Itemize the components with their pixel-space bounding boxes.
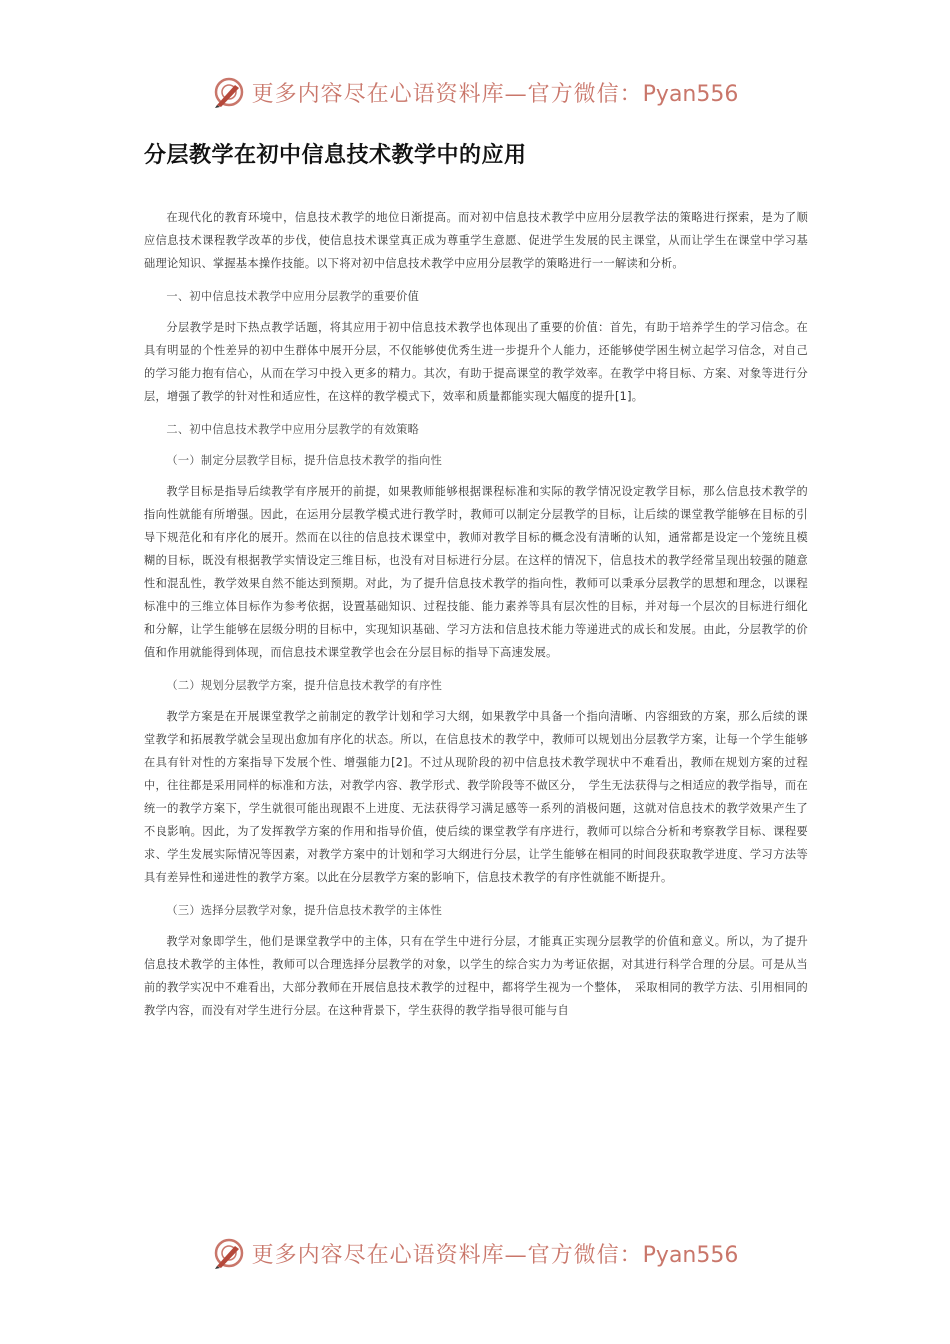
pen-logo-icon xyxy=(212,75,246,109)
body-paragraph: 分层教学是时下热点教学话题，将其应用于初中信息技术教学也体现出了重要的价值：首先，有助于培养学生的学习信念。在具有明显的个性差异的初中生群体中展开分层，不仅能够使优秀生进一步提升个人能力，还能够使学困生树立起学习信念，对自己的学习能力抱有信心，从而在学习中投入更多的精力。其次，有助于提高课堂的教学效率。在教学中将目标、方案、对象等进行分层，增强了教学的针对性和适应性，在这样的教学模式下，效率和质量都能实现大幅度的提升[1]。 xyxy=(144,321,808,403)
intro-paragraph: 在现代化的教育环境中，信息技术教学的地位日渐提高。而对初中信息技术教学中应用分层教学法的策略进行探索，是为了顺应信息技术课程教学改革的步伐，使信息技术课堂真正成为尊重学生意愿、促进学生发展的民主课堂，从而让学生在课堂中学习基础理论知识、掌握基本操作技能。以下将对初中信息技术教学中应用分层教学的策略进行一一解读和分析。 xyxy=(144,211,808,270)
subsection-heading-3: （三）选择分层教学对象，提升信息技术教学的主体性 xyxy=(166,904,443,917)
header-banner xyxy=(0,72,950,112)
body-paragraph: 教学目标是指导后续教学有序展开的前提，如果教师能够根据课程标准和实际的教学情况设定教学目标，那么信息技术教学的指向性就能有所增强。因此，在运用分层教学模式进行教学时，教师可以制定分层教学的目标，让后续的课堂教学能够在目标的引导下规范化和有序化的展开。然而在以往的信息技术课堂中，教师对教学目标的概念没有清晰的认知，通常都是设定一个笼统且模糊的目标，既没有根据教学实情设定三维目标，也没有对目标进行分层。在这样的情况下，信息技术的教学经常呈现出较强的随意性和混乱性，教学效果自然不能达到预期。对此，为了提升信息技术教学的指向性，教师可以秉承分层教学的思想和理念，以课程标准中的三维立体目标作为参考依据，设置基础知识、过程技能、能力素养等具有层次性的目标，并对每一个层次的目标进行细化和分解，让学生能够在层级分明的目标中，实现知识基础、学习方法和信息技术能力等递进式的成长和发展。由此，分层教学的价值和作用就能得到体现，而信息技术课堂教学也会在分层目标的指导下高速发展。 xyxy=(144,485,808,659)
body-paragraph: 教学对象即学生，他们是课堂教学中的主体，只有在学生中进行分层，才能真正实现分层教学的价值和意义。所以，为了提升信息技术教学的主体性，教师可以合理选择分层教学的对象，以学生的综合实力为考证依据，对其进行科学合理的分层。可是从当前的教学实况中不难看出，大部分教师在开展信息技术教学的过程中，都将学生视为一个整体， 采取相同的教学方法、引用相同的教学内容，而没有对学生进行分层。在这种背景下，学生获得的教学指导很可能与自 xyxy=(144,935,808,1017)
section-heading-1: 一、初中信息技术教学中应用分层教学的重要价值 xyxy=(166,290,420,303)
footer-banner xyxy=(0,1233,950,1273)
subsection-heading-2: （二）规划分层教学方案，提升信息技术教学的有序性 xyxy=(166,679,443,692)
banner-slogan: 更多内容尽在心语资料库—官方微信： xyxy=(251,1242,643,1268)
banner-account: Pyan556 xyxy=(642,81,739,107)
body-paragraph: 教学方案是在开展课堂教学之前制定的教学计划和学习大纲，如果教学中具备一个指向清晰、内容细致的方案，那么后续的课堂教学和拓展教学就会呈现出愈加有序化的状态。所以，在信息技术的教学中，教师可以规划出分层教学方案，让每一个学生能够在具有针对性的方案指导下发展个性、增强能力[2]。不过从现阶段的初中信息技术教学现状中不难看出，教师在规划方案的过程中，往往都是采用同样的标准和方法，对教学内容、教学形式、教学阶段等不做区分， 学生无法获得与之相适应的教学指导，而在统一的教学方案下，学生就很可能出现跟不上进度、无法获得学习满足感等一系列的消极问题，这就对信息技术的教学效果产生了不良影响。因此，为了发挥教学方案的作用和指导价值，使后续的课堂教学有序进行，教师可以综合分析和考察教学目标、课程要求、学生发展实际情况等因素，对教学方案中的计划和学习大纲进行分层，让学生能够在相同的时间段获取教学进度、学习方法等具有差异性和递进性的教学方案。以此在分层教学方案的影响下，信息技术教学的有序性就能不断提升。 xyxy=(144,710,808,884)
section-heading-2: 二、初中信息技术教学中应用分层教学的有效策略 xyxy=(166,423,420,436)
banner-slogan: 更多内容尽在心语资料库—官方微信： xyxy=(251,81,643,107)
banner-account: Pyan556 xyxy=(642,1242,739,1268)
document-body xyxy=(144,206,808,1032)
pen-logo-icon xyxy=(212,1236,246,1270)
document-title: 分层教学在初中信息技术教学中的应用 xyxy=(144,143,527,168)
banner-text xyxy=(252,77,739,108)
subsection-heading-1: （一）制定分层教学目标，提升信息技术教学的指向性 xyxy=(166,454,443,467)
banner-text xyxy=(252,1238,739,1269)
